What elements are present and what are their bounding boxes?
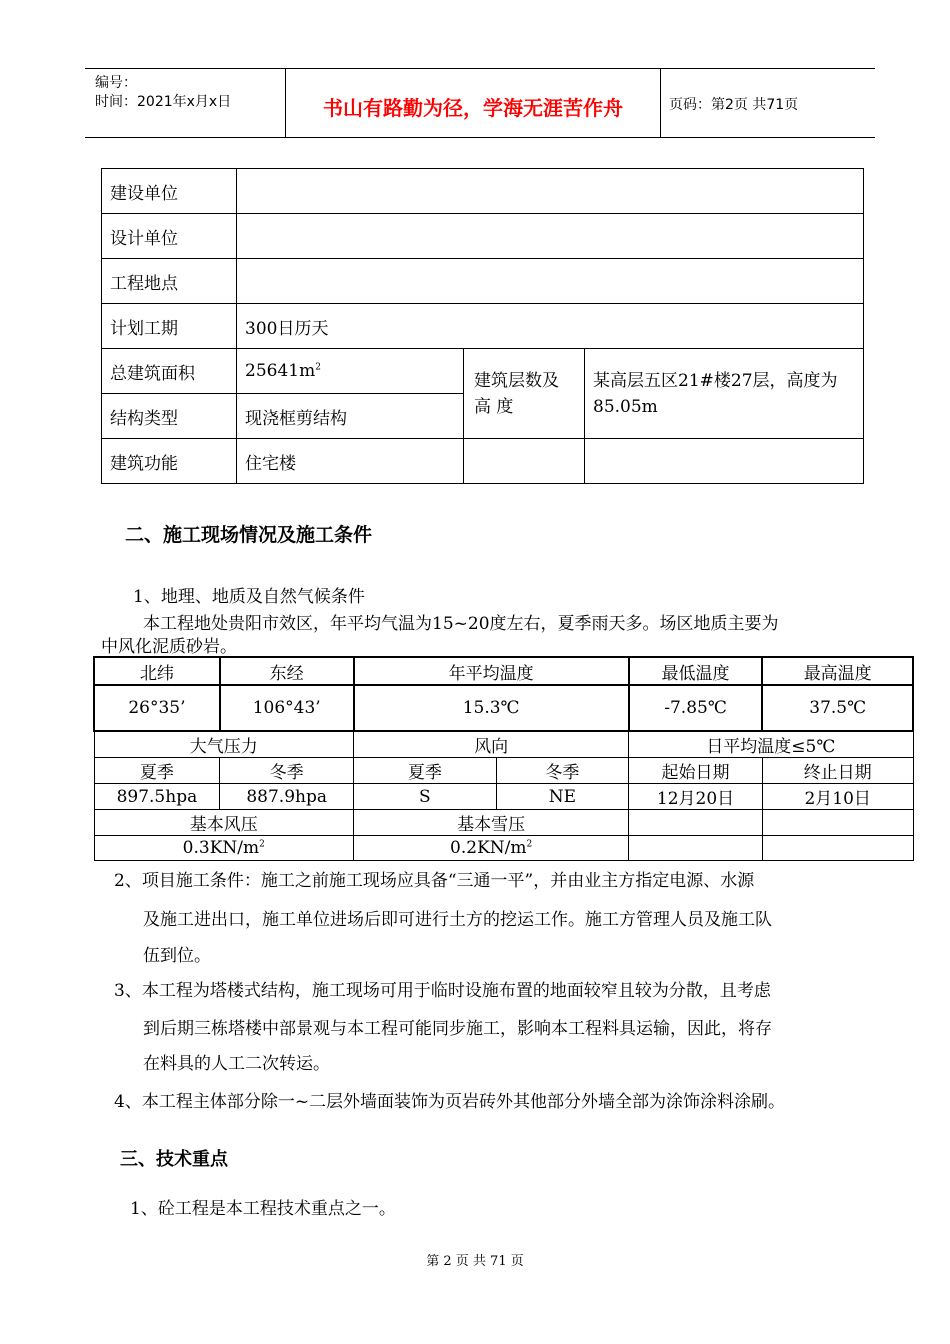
area-value: 25641m bbox=[245, 361, 316, 381]
table-row bbox=[94, 657, 913, 685]
paragraph-line: 3、本工程为塔楼式结构，施工现场可用于临时设施布置的地面较窄且较为分散，且考虑 bbox=[114, 981, 771, 1001]
value-cell: 15.3℃ bbox=[354, 685, 629, 731]
table-row bbox=[102, 169, 864, 214]
page-header bbox=[85, 68, 875, 138]
header-motto-cell bbox=[285, 69, 661, 137]
label-cell: 计划工期 bbox=[102, 304, 237, 349]
motto: 书山有路勤为径，学海无涯苦作舟 bbox=[323, 96, 623, 120]
value-cell: 住宅楼 bbox=[237, 439, 464, 484]
table-row bbox=[94, 685, 913, 731]
table-row bbox=[94, 758, 913, 784]
paragraph-line: 到后期三栋塔楼中部景观与本工程可能同步施工，影响本工程料具运输，因此，将存 bbox=[143, 1019, 772, 1039]
paragraph-line: 中风化泥质砂岩。 bbox=[101, 637, 237, 657]
paragraph-line: 及施工进出口，施工单位进场后即可进行土方的挖运工作。施工方管理人员及施工队 bbox=[143, 910, 772, 930]
value-cell: 887.9hpa bbox=[220, 784, 354, 810]
value-cell: 2月10日 bbox=[762, 784, 913, 810]
paragraph-line: 伍到位。 bbox=[143, 946, 211, 966]
table-row bbox=[102, 439, 864, 484]
table-row bbox=[94, 836, 913, 861]
header-cell: 年平均温度 bbox=[354, 657, 629, 685]
value-cell bbox=[237, 214, 864, 259]
paragraph-line: 4、本工程主体部分除一~二层外墙面装饰为页岩砖外其他部分外墙全部为涂饰涂料涂刷。 bbox=[114, 1092, 786, 1112]
snow-value: 0.2KN/m bbox=[450, 838, 527, 858]
table-row bbox=[102, 304, 864, 349]
table-row bbox=[94, 810, 913, 836]
floors-label-cell: 建筑层数及 高 度 bbox=[464, 349, 585, 439]
unit-sup: 2 bbox=[259, 839, 265, 850]
header-meta bbox=[85, 69, 285, 137]
section-2-title: 二、施工现场情况及施工条件 bbox=[125, 524, 373, 546]
header-cell: 最低温度 bbox=[629, 657, 763, 685]
header-cell: 日平均温度≤5℃ bbox=[629, 731, 913, 758]
value-cell: 现浇框剪结构 bbox=[237, 394, 464, 439]
value-cell: 37.5℃ bbox=[762, 685, 913, 731]
header-page-cell bbox=[661, 69, 875, 137]
table-row bbox=[94, 784, 913, 810]
number-label: 编号： bbox=[95, 75, 137, 91]
header-cell: 基本风压 bbox=[94, 810, 354, 836]
area-value-cell bbox=[237, 349, 464, 394]
time-label: 时间：2021年x月x日 bbox=[95, 94, 232, 110]
value-cell bbox=[354, 836, 629, 861]
header-cell: 夏季 bbox=[94, 758, 220, 784]
value-cell: 300日历天 bbox=[237, 304, 864, 349]
empty-cell bbox=[585, 439, 864, 484]
project-info-table bbox=[101, 168, 864, 484]
header-cell: 最高温度 bbox=[762, 657, 913, 685]
floors-value-cell: 某高层五区21#楼27层，高度为85.05m bbox=[585, 349, 864, 439]
climate-table bbox=[93, 656, 914, 861]
empty-cell bbox=[629, 810, 763, 836]
label-cell: 工程地点 bbox=[102, 259, 237, 304]
header-cell: 北纬 bbox=[94, 657, 220, 685]
label-cell: 总建筑面积 bbox=[102, 349, 237, 394]
empty-cell bbox=[464, 439, 585, 484]
value-cell: 12月20日 bbox=[629, 784, 763, 810]
value-cell bbox=[237, 259, 864, 304]
table-row bbox=[102, 349, 864, 394]
paragraph-line: 本工程地处贵阳市效区，年平均气温为15~20度左右，夏季雨天多。场区地质主要为 bbox=[143, 614, 779, 634]
area-unit-sup: 2 bbox=[315, 362, 321, 373]
header-cell: 东经 bbox=[220, 657, 354, 685]
value-cell bbox=[237, 169, 864, 214]
header-cell: 冬季 bbox=[496, 758, 629, 784]
header-cell: 冬季 bbox=[220, 758, 354, 784]
value-cell: S bbox=[354, 784, 497, 810]
item-1-text: 1、砼工程是本工程技术重点之一。 bbox=[130, 1199, 396, 1219]
value-cell: 897.5hpa bbox=[94, 784, 220, 810]
item-1-heading: 1、地理、地质及自然气候条件 bbox=[133, 587, 365, 607]
section-3-title: 三、技术重点 bbox=[120, 1149, 228, 1170]
value-cell: 106°43’ bbox=[220, 685, 354, 731]
wind-value: 0.3KN/m bbox=[182, 838, 260, 858]
header-cell: 终止日期 bbox=[762, 758, 913, 784]
page-footer: 第 2 页 共 71 页 bbox=[426, 1254, 524, 1269]
label-cell: 设计单位 bbox=[102, 214, 237, 259]
value-cell: -7.85℃ bbox=[629, 685, 763, 731]
empty-cell bbox=[762, 836, 913, 861]
table-row bbox=[102, 259, 864, 304]
table-row bbox=[102, 214, 864, 259]
header-cell: 风向 bbox=[354, 731, 629, 758]
empty-cell bbox=[762, 810, 913, 836]
label-cell: 建设单位 bbox=[102, 169, 237, 214]
header-cell: 夏季 bbox=[354, 758, 497, 784]
header-cell: 基本雪压 bbox=[354, 810, 629, 836]
paragraph-line: 在料具的人工二次转运。 bbox=[143, 1054, 330, 1074]
header-cell: 起始日期 bbox=[629, 758, 763, 784]
empty-cell bbox=[629, 836, 763, 861]
value-cell: NE bbox=[496, 784, 629, 810]
label-cell: 结构类型 bbox=[102, 394, 237, 439]
page-label: 页码：第2页 共71页 bbox=[669, 97, 799, 113]
value-cell bbox=[94, 836, 354, 861]
paragraph-line: 2、项目施工条件：施工之前施工现场应具备“三通一平”，并由业主方指定电源、水源 bbox=[114, 871, 755, 891]
label-cell: 建筑功能 bbox=[102, 439, 237, 484]
unit-sup: 2 bbox=[526, 839, 533, 850]
header-cell: 大气压力 bbox=[94, 731, 354, 758]
value-cell: 26°35’ bbox=[94, 685, 220, 731]
table-row bbox=[94, 731, 913, 758]
